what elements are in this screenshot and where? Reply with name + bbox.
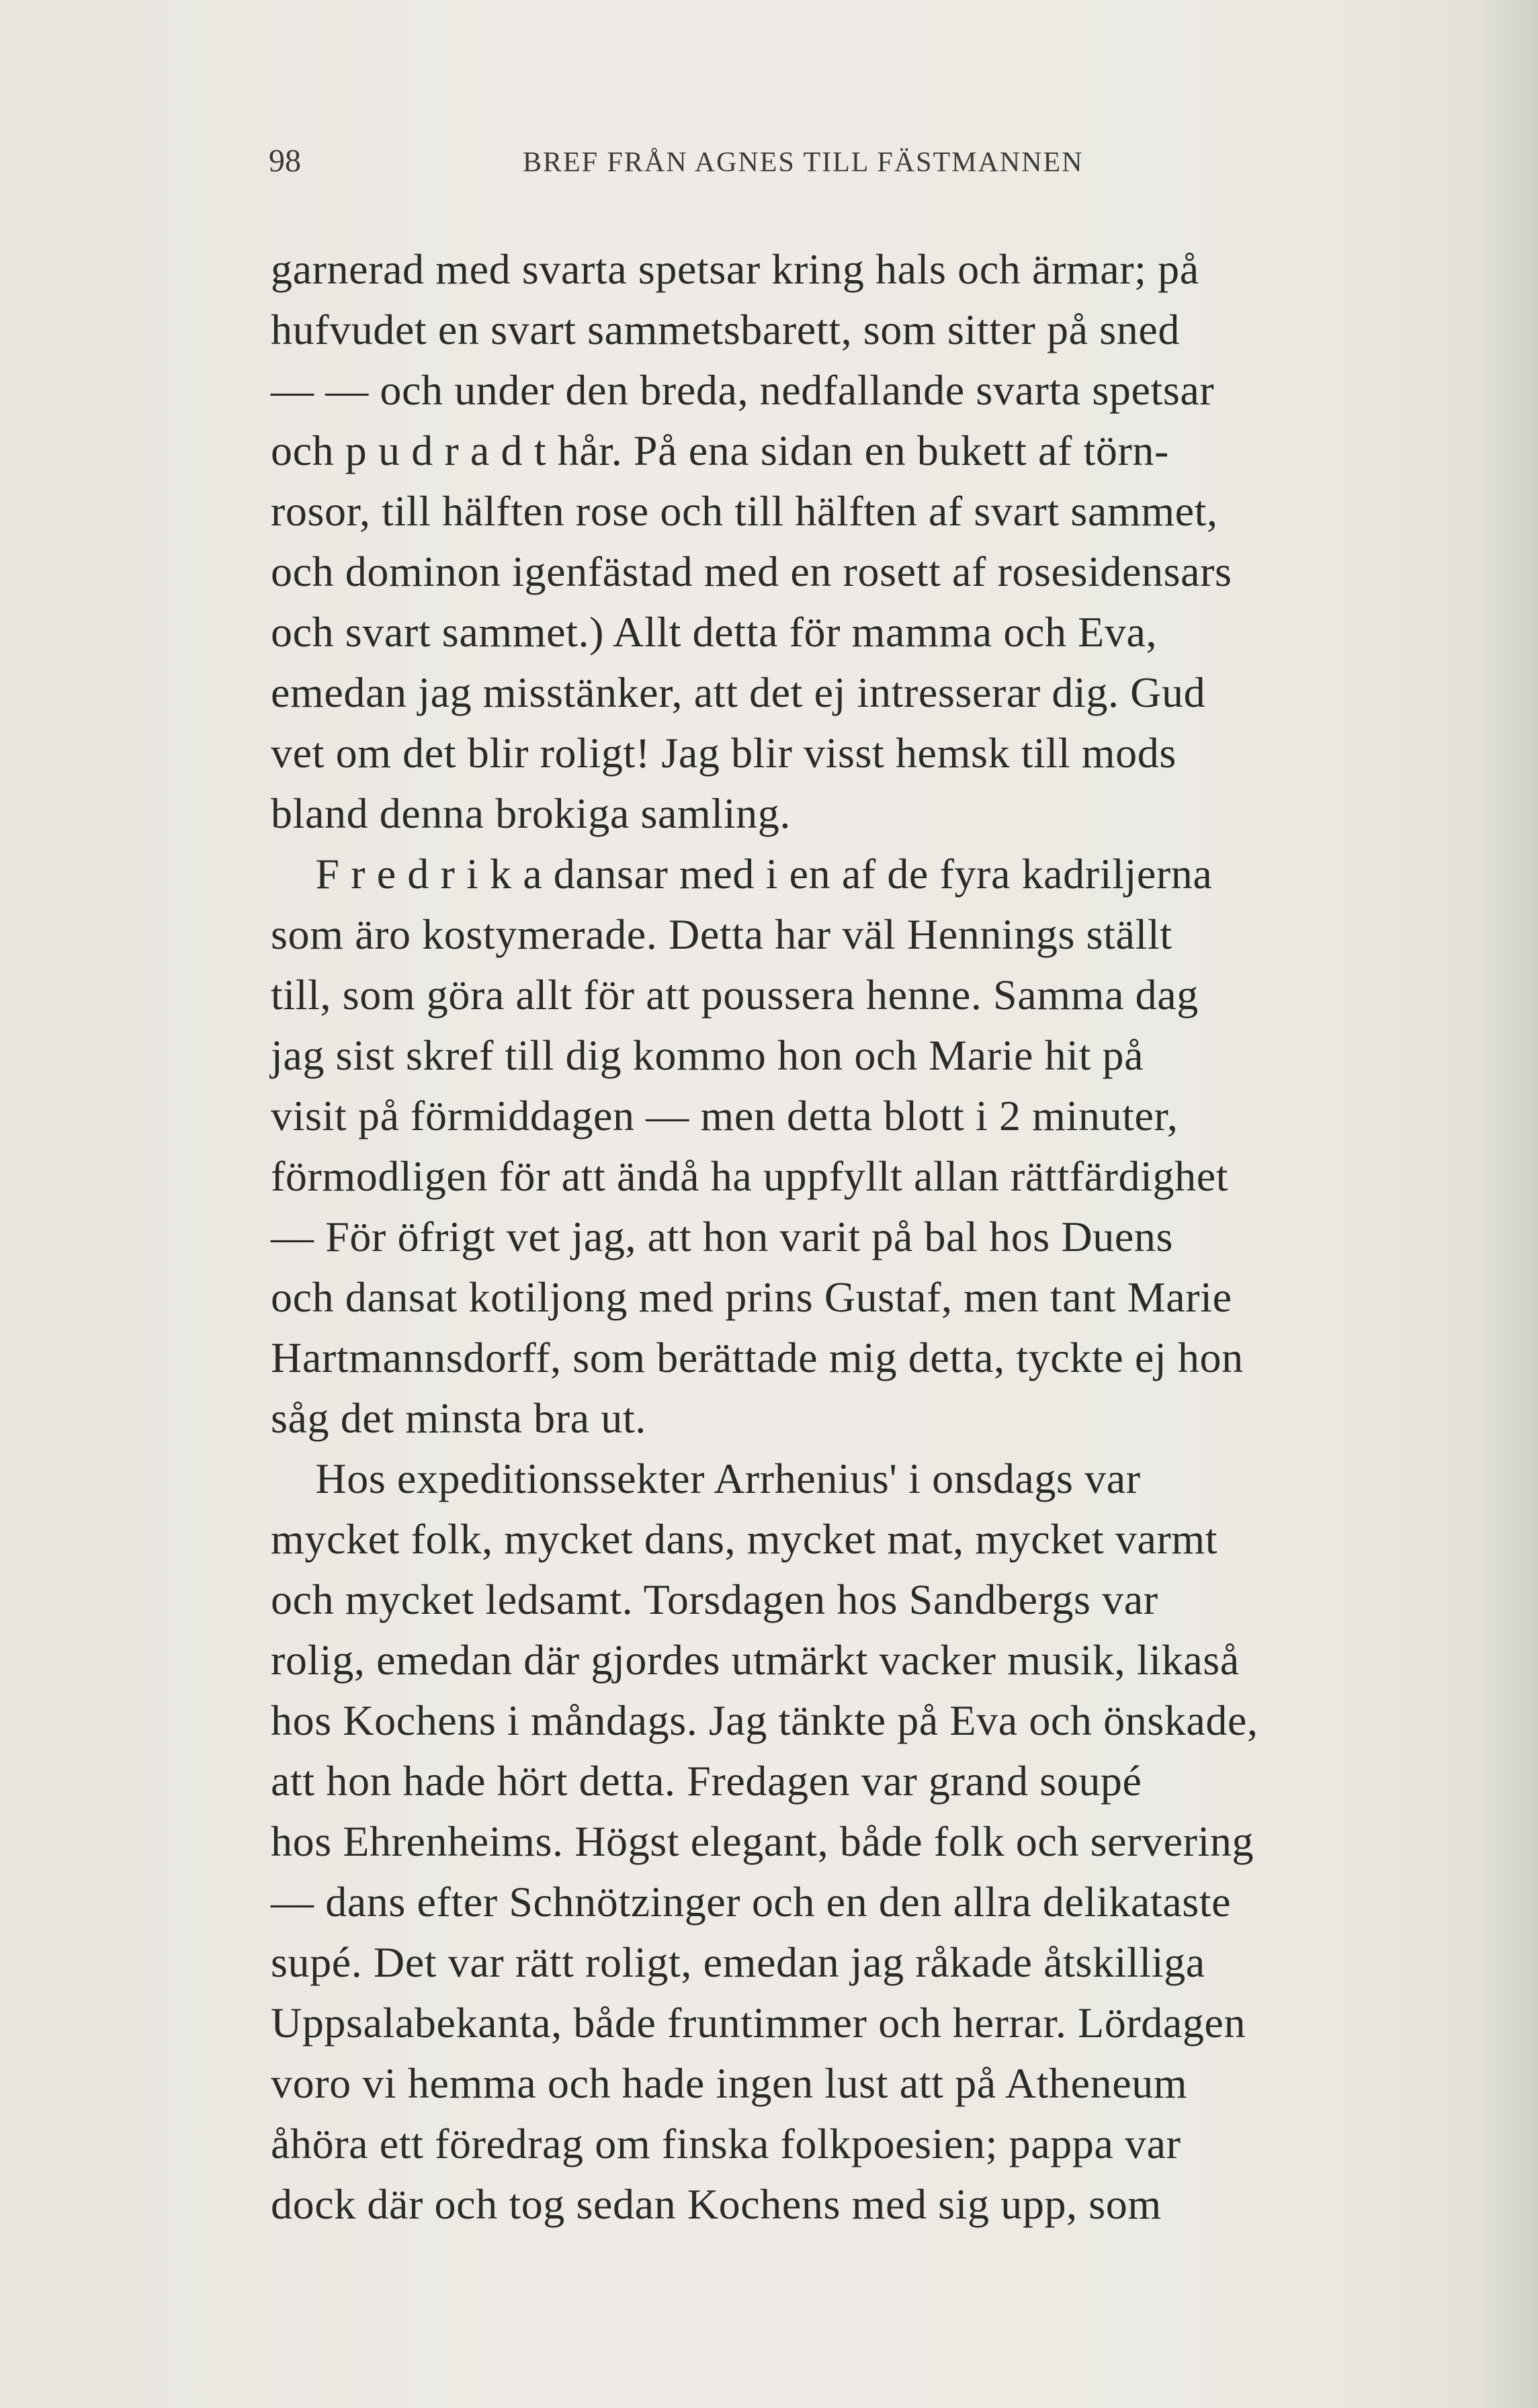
text-line: åhöra ett föredrag om finska folkpoesien; pappa var	[271, 2120, 1181, 2167]
text-line: — dans efter Schnötzinger och en den allra delikataste	[271, 1878, 1232, 1926]
text-line: supé. Det var rätt roligt, emedan jag råkade åtskilliga	[271, 1938, 1205, 1986]
page-edge-shadow	[1478, 0, 1538, 2408]
text-line: — — och under den breda, nedfallande svarta spetsar	[271, 366, 1215, 414]
text-line: mycket folk, mycket dans, mycket mat, mycket varmt	[271, 1515, 1218, 1563]
text-line: emedan jag misstänker, att det ej intresserar dig. Gud	[271, 669, 1206, 716]
text-line: rosor, till hälften rose och till hälften af svart sammet,	[271, 487, 1218, 535]
text-line: bland denna brokiga samling.	[271, 789, 791, 837]
text-line: garnerad med svarta spetsar kring hals och ärmar; på	[271, 245, 1199, 293]
text-line: visit på förmiddagen — men detta blott i 2 minuter,	[271, 1092, 1179, 1140]
text-line: till, som göra allt för att poussera henne. Samma dag	[271, 971, 1199, 1019]
text-line: vet om det blir roligt! Jag blir visst hemsk till mods	[271, 729, 1177, 777]
text-line: och svart sammet.) Allt detta för mamma och Eva,	[271, 608, 1158, 656]
text-line: dock där och tog sedan Kochens med sig upp, som	[271, 2180, 1162, 2228]
body-text	[271, 239, 1480, 2235]
text-line: såg det minsta bra ut.	[271, 1394, 646, 1442]
running-head: BREF FRÅN AGNES TILL FÄSTMANNEN	[523, 147, 1084, 178]
text-line: att hon hade hört detta. Fredagen var grand soupé	[271, 1757, 1142, 1805]
text-line: hos Kochens i måndags. Jag tänkte på Eva och önskade,	[271, 1696, 1258, 1744]
page-header	[269, 142, 1243, 183]
text-line: hufvudet en svart sammetsbarett, som sitter på sned	[271, 306, 1180, 353]
text-line: Hos expeditionssekter Arrhenius' i onsdags var	[271, 1455, 1141, 1502]
text-line: och p u d r a d t hår. På ena sidan en bukett af törn-	[271, 427, 1169, 474]
text-line: förmodligen för att ändå ha uppfyllt allan rättfärdighet	[271, 1152, 1229, 1200]
text-line: jag sist skref till dig kommo hon och Marie hit på	[271, 1031, 1144, 1079]
page-number: 98	[269, 143, 301, 179]
text-line: voro vi hemma och hade ingen lust att på Atheneum	[271, 2059, 1188, 2107]
text-line: och mycket ledsamt. Torsdagen hos Sandbergs var	[271, 1576, 1158, 1623]
text-line: Uppsalabekanta, både fruntimmer och herrar. Lördagen	[271, 1999, 1246, 2047]
text-line: rolig, emedan där gjordes utmärkt vacker musik, likaså	[271, 1636, 1240, 1684]
text-line: — För öfrigt vet jag, att hon varit på bal hos Duens	[271, 1213, 1173, 1260]
text-line: hos Ehrenheims. Högst elegant, både folk och servering	[271, 1817, 1254, 1865]
text-line: Hartmannsdorff, som berättade mig detta, tyckte ej hon	[271, 1334, 1244, 1381]
text-line: och dominon igenfästad med en rosett af rosesidensars	[271, 548, 1232, 595]
text-line: F r e d r i k a dansar med i en af de fyra kadriljerna	[271, 850, 1213, 898]
text-line: som äro kostymerade. Detta har väl Hennings ställt	[271, 910, 1172, 958]
text-line: och dansat kotiljong med prins Gustaf, men tant Marie	[271, 1273, 1232, 1321]
